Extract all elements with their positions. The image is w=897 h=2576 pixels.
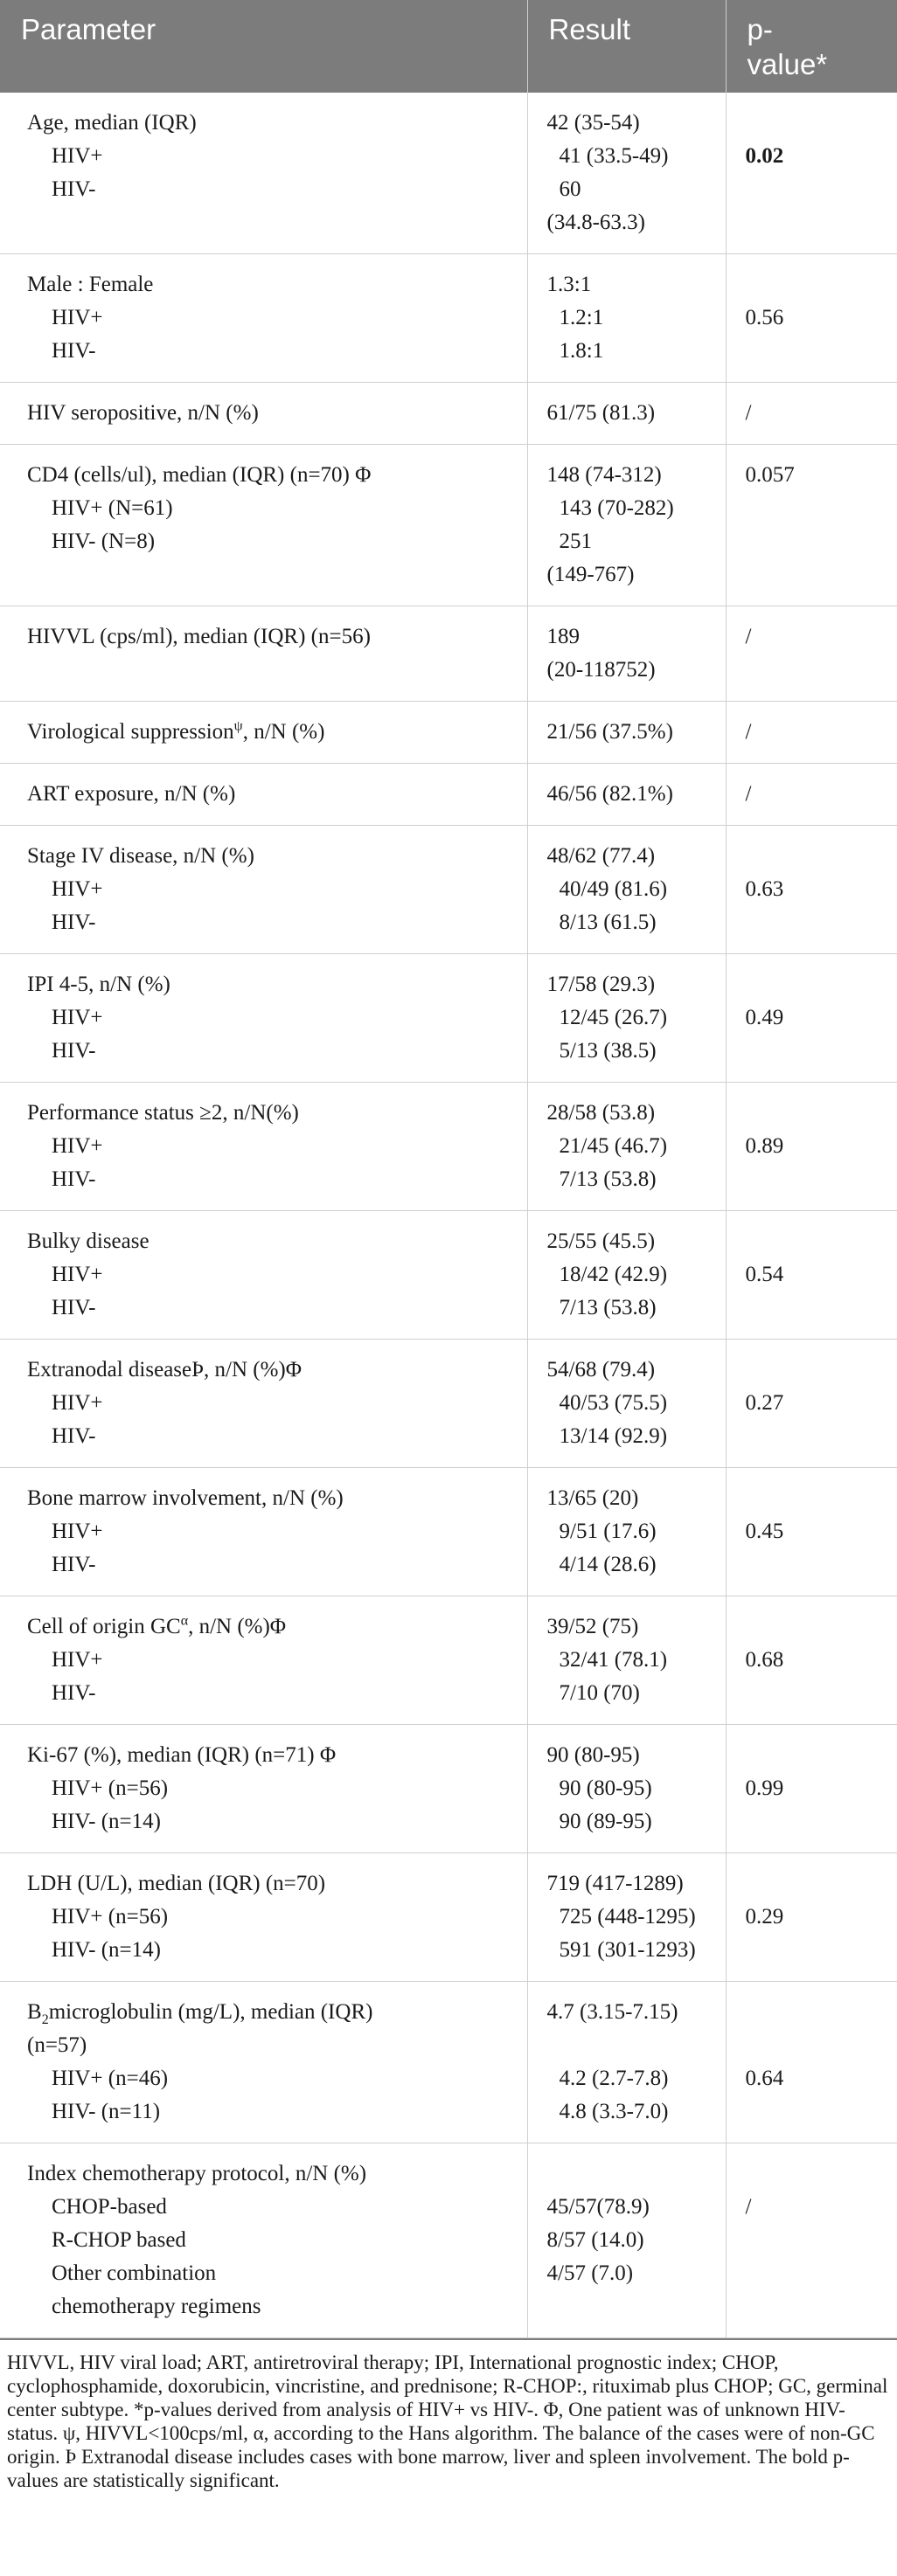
- p-value: 0.27: [745, 1391, 784, 1415]
- table-row-seropositive: [0, 383, 897, 445]
- subgroup-hiv-pos: HIV+: [52, 1263, 103, 1286]
- parameter-label-n: (n=57): [27, 2033, 87, 2057]
- p-value-cell: [726, 606, 897, 702]
- result-hiv-pos: 40/49 (81.6): [559, 877, 668, 901]
- subgroup-other-cont: chemotherapy regimens: [52, 2295, 261, 2318]
- table-row-extranodal: [0, 1340, 897, 1468]
- footnote-marker-psi: ψ: [233, 718, 243, 734]
- result-cell: [527, 954, 726, 1083]
- p-value-cell: [726, 764, 897, 826]
- result-cell: [527, 1211, 726, 1340]
- parameter-label: Ki-67 (%), median (IQR) (n=71) Φ: [27, 1743, 337, 1767]
- p-value: 0.057: [745, 463, 795, 487]
- p-value-cell: [726, 1982, 897, 2143]
- header-p-value-line1: p-: [747, 13, 773, 45]
- result-cell: [527, 1340, 726, 1468]
- parameter-label: Performance status ≥2, n/N(%): [27, 1101, 299, 1125]
- p-value-cell: [726, 1340, 897, 1468]
- result-hiv-neg: 8/13 (61.5): [559, 911, 657, 934]
- subgroup-hiv-neg: HIV-: [52, 1167, 96, 1191]
- parameter-label: HIV seropositive, n/N (%): [27, 401, 259, 425]
- table-row-stage: [0, 826, 897, 954]
- subgroup-other: Other combination: [52, 2261, 217, 2285]
- result-overall: 54/68 (79.4): [546, 1358, 656, 1381]
- subgroup-hiv-pos: HIV+: [52, 1134, 103, 1158]
- result-hiv-pos: 32/41 (78.1): [559, 1648, 668, 1672]
- parameter-cell: [0, 1340, 527, 1468]
- parameter-cell: [0, 764, 527, 826]
- table-row-age: [0, 93, 897, 254]
- table-row-hivvl: [0, 606, 897, 702]
- subgroup-hiv-pos: HIV+ (n=56): [52, 1776, 169, 1800]
- p-value: 0.64: [745, 2067, 784, 2090]
- header-p-value-line2: value*: [747, 48, 828, 80]
- table-row-bone-marrow: [0, 1468, 897, 1596]
- result-overall: 4.7 (3.15-7.15): [546, 2000, 678, 2024]
- result-overall: 42 (35-54): [546, 111, 640, 135]
- p-value-cell: [726, 1596, 897, 1725]
- result-overall: 719 (417-1289): [546, 1872, 684, 1895]
- result-cell: [527, 606, 726, 702]
- p-value: /: [745, 782, 752, 806]
- parameter-cell: [0, 1982, 527, 2143]
- result-hiv-neg: 7/10 (70): [559, 1681, 640, 1705]
- result-overall: 25/55 (45.5): [546, 1229, 656, 1253]
- result-overall: 17/58 (29.3): [546, 973, 656, 996]
- result-overall: 48/62 (77.4): [546, 844, 656, 868]
- result-overall: 28/58 (53.8): [546, 1101, 656, 1125]
- table-row-ldh: [0, 1853, 897, 1982]
- result-cell: [527, 1725, 726, 1853]
- result-cell: [527, 1083, 726, 1211]
- result-hiv-neg: 60: [559, 177, 581, 201]
- subgroup-hiv-pos: HIV+: [52, 1648, 103, 1672]
- result-cell: [527, 764, 726, 826]
- result-overall: 1.3:1: [546, 273, 592, 296]
- result-hiv-neg-range: (34.8-63.3): [546, 211, 645, 234]
- result-overall: 90 (80-95): [546, 1743, 640, 1767]
- subgroup-hiv-pos: HIV+: [52, 1006, 103, 1029]
- p-value: 0.54: [745, 1263, 784, 1286]
- result-hiv-neg: 7/13 (53.8): [559, 1167, 657, 1191]
- parameter-label: Age, median (IQR): [27, 111, 197, 135]
- p-value-cell: [726, 93, 897, 254]
- result-cell: [527, 93, 726, 254]
- subgroup-hiv-pos: HIV+: [52, 1391, 103, 1415]
- parameter-cell: [0, 1725, 527, 1853]
- p-value: 0.89: [745, 1134, 784, 1158]
- result-overall: 46/56 (82.1%): [546, 782, 673, 806]
- parameter-label: Extranodal diseaseÞ, n/N (%)Φ: [27, 1358, 302, 1381]
- parameter-label: IPI 4-5, n/N (%): [27, 973, 170, 996]
- parameter-label: Bone marrow involvement, n/N (%): [27, 1486, 344, 1510]
- result-hiv-neg: 90 (89-95): [559, 1810, 652, 1833]
- p-value-cell: [726, 383, 897, 445]
- parameter-cell: [0, 2143, 527, 2338]
- subgroup-hiv-neg: HIV-: [52, 1681, 96, 1705]
- p-value-cell: [726, 826, 897, 954]
- p-value-cell: [726, 1211, 897, 1340]
- parameter-cell: [0, 1083, 527, 1211]
- result-hiv-neg: 4.8 (3.3-7.0): [559, 2100, 669, 2123]
- result-cell: [527, 254, 726, 383]
- p-value: 0.63: [745, 877, 784, 901]
- parameter-cell: [0, 702, 527, 764]
- footnote-marker-alpha: α: [180, 1613, 189, 1629]
- parameter-label: Index chemotherapy protocol, n/N (%): [27, 2162, 367, 2185]
- result-cell: [527, 1982, 726, 2143]
- p-value: 0.99: [745, 1776, 784, 1800]
- result-hiv-pos: 40/53 (75.5): [559, 1391, 668, 1415]
- result-chop: 45/57(78.9): [546, 2195, 650, 2219]
- subgroup-hiv-neg: HIV-: [52, 911, 96, 934]
- subgroup-hiv-neg: HIV-: [52, 1424, 96, 1448]
- result-hiv-pos: 4.2 (2.7-7.8): [559, 2067, 669, 2090]
- result-hiv-pos: 18/42 (42.9): [559, 1263, 668, 1286]
- subgroup-hiv-neg: HIV- (n=11): [52, 2100, 161, 2123]
- result-overall: 13/65 (20): [546, 1486, 639, 1510]
- result-overall: 21/56 (37.5%): [546, 720, 673, 744]
- result-hiv-neg: 591 (301-1293): [559, 1938, 696, 1962]
- parameter-cell: [0, 606, 527, 702]
- p-value-cell: [726, 2143, 897, 2338]
- subgroup-hiv-pos: HIV+ (N=61): [52, 496, 173, 520]
- table-row-b2-microglobulin: [0, 1982, 897, 2143]
- subgroup-chop: CHOP-based: [52, 2195, 167, 2219]
- subgroup-hiv-pos: HIV+: [52, 877, 103, 901]
- parameter-label: $B_2microglobulin$ (mg/L), median (IQR): [27, 2000, 373, 2027]
- p-value: 0.56: [745, 306, 784, 329]
- parameter-cell: [0, 254, 527, 383]
- result-cell: [527, 826, 726, 954]
- p-value: 0.49: [745, 1006, 784, 1029]
- parameter-label: LDH (U/L), median (IQR) (n=70): [27, 1872, 326, 1895]
- result-cell: [527, 702, 726, 764]
- result-overall: 148 (74-312): [546, 463, 662, 487]
- result-cell: [527, 1853, 726, 1982]
- table-row-cell-of-origin: [0, 1596, 897, 1725]
- result-hiv-pos: 9/51 (17.6): [559, 1520, 657, 1543]
- subgroup-hiv-pos: HIV+: [52, 1520, 103, 1543]
- subgroup-hiv-neg: HIV-: [52, 177, 96, 201]
- p-value-cell: [726, 954, 897, 1083]
- table-row-performance-status: [0, 1083, 897, 1211]
- parameter-cell: [0, 1468, 527, 1596]
- parameter-cell: [0, 1211, 527, 1340]
- subgroup-hiv-pos: HIV+: [52, 144, 103, 168]
- subgroup-hiv-neg: HIV- (n=14): [52, 1938, 161, 1962]
- table-footnote: HIVVL, HIV viral load; ART, antiretroviral therapy; IPI, International prognostic index; CHOP, cyclophosphamide, doxorubicin, vincristine, and prednisone; R-CHOP:, rituximab plus CHOP; GC, germinal center subtype. *p-values derived from analysis of HIV+ vs HIV-. Φ, One patient was of unknown HIV-status. ψ, HIVVL<100cps/ml, α, according to the Hans algorithm. The balance of the cases were of non-GC origin. Þ Extranodal disease includes cases with bone marrow, liver and spleen involvement. The bold p-values are statistically significant.: [0, 2338, 897, 2492]
- result-range: (20-118752): [546, 658, 656, 682]
- parameter-cell: [0, 383, 527, 445]
- p-value: 0.02: [745, 144, 784, 168]
- p-value-cell: [726, 1468, 897, 1596]
- parameter-cell: [0, 93, 527, 254]
- parameter-label: HIVVL (cps/ml), median (IQR) (n=56): [27, 625, 371, 648]
- p-value: /: [745, 2195, 752, 2219]
- subgroup-hiv-neg: HIV-: [52, 339, 96, 363]
- parameter-cell: [0, 1853, 527, 1982]
- p-value: /: [745, 625, 752, 648]
- p-value: 0.29: [745, 1905, 784, 1929]
- table-row-sex: [0, 254, 897, 383]
- subgroup-hiv-pos: HIV+ (n=46): [52, 2067, 169, 2090]
- result-cell: [527, 445, 726, 606]
- subgroup-hiv-neg: HIV- (n=14): [52, 1810, 161, 1833]
- table-row-ipi: [0, 954, 897, 1083]
- parameter-cell: [0, 826, 527, 954]
- p-value-cell: [726, 702, 897, 764]
- result-cell: [527, 2143, 726, 2338]
- result-hiv-neg: 4/14 (28.6): [559, 1553, 657, 1576]
- table-row-ki67: [0, 1725, 897, 1853]
- table-row-bulky: [0, 1211, 897, 1340]
- result-overall: 189: [546, 625, 580, 648]
- result-hiv-neg: 251: [559, 530, 592, 553]
- parameter-label: Male : Female: [27, 273, 154, 296]
- p-value: 0.68: [745, 1648, 784, 1672]
- subgroup-hiv-neg: HIV-: [52, 1039, 96, 1063]
- parameter-label: Stage IV disease, n/N (%): [27, 844, 254, 868]
- subgroup-hiv-pos: HIV+ (n=56): [52, 1905, 169, 1929]
- result-cell: [527, 1468, 726, 1596]
- result-cell: [527, 383, 726, 445]
- result-hiv-pos: 41 (33.5-49): [559, 144, 669, 168]
- p-value: 0.45: [745, 1520, 784, 1543]
- header-row: [0, 0, 897, 93]
- parameter-label: ART exposure, n/N (%): [27, 782, 236, 806]
- result-other: 4/57 (7.0): [546, 2261, 634, 2285]
- result-overall: 61/75 (81.3): [546, 401, 656, 425]
- parameter-label: CD4 (cells/ul), median (IQR) (n=70) Φ: [27, 463, 372, 487]
- result-hiv-pos: 1.2:1: [559, 306, 604, 329]
- subgroup-hiv-neg: HIV-: [52, 1553, 96, 1576]
- parameter-label: Virological suppression$^\psi$, n/N (%): [27, 718, 325, 744]
- result-hiv-neg: 1.8:1: [559, 339, 604, 363]
- subgroup-hiv-neg: HIV- (N=8): [52, 530, 156, 553]
- p-value: /: [745, 720, 752, 744]
- p-value-cell: [726, 445, 897, 606]
- p-value-cell: [726, 1853, 897, 1982]
- table-row-art: [0, 764, 897, 826]
- result-overall: 39/52 (75): [546, 1615, 639, 1638]
- result-hiv-pos: 12/45 (26.7): [559, 1006, 668, 1029]
- result-hiv-neg: 7/13 (53.8): [559, 1296, 657, 1319]
- result-hiv-pos: 21/45 (46.7): [559, 1134, 668, 1158]
- p-value-cell: [726, 254, 897, 383]
- header-parameter: Parameter: [0, 0, 527, 93]
- result-hiv-neg: 13/14 (92.9): [559, 1424, 668, 1448]
- table-row-virological-suppression: [0, 702, 897, 764]
- p-value-cell: [726, 1083, 897, 1211]
- result-r-chop: 8/57 (14.0): [546, 2228, 644, 2252]
- parameter-cell: [0, 1596, 527, 1725]
- result-hiv-neg-range: (149-767): [546, 563, 635, 586]
- table-header: [0, 0, 897, 93]
- table-row-cd4: [0, 445, 897, 606]
- parameter-cell: [0, 445, 527, 606]
- parameter-cell: [0, 954, 527, 1083]
- result-hiv-neg: 5/13 (38.5): [559, 1039, 657, 1063]
- header-p-value: [726, 0, 897, 93]
- p-value: /: [745, 401, 752, 425]
- subgroup-r-chop: R-CHOP based: [52, 2228, 186, 2252]
- header-result: Result: [527, 0, 726, 93]
- table-body: [0, 93, 897, 2338]
- subgroup-hiv-pos: HIV+: [52, 306, 103, 329]
- result-hiv-pos: 90 (80-95): [559, 1776, 652, 1800]
- p-value-cell: [726, 1725, 897, 1853]
- parameter-label: Bulky disease: [27, 1229, 150, 1253]
- parameter-label: Cell of origin $GC^\alpha$, n/N (%)Φ: [27, 1613, 287, 1638]
- result-cell: [527, 1596, 726, 1725]
- result-hiv-pos: 725 (448-1295): [559, 1905, 696, 1929]
- subgroup-hiv-neg: HIV-: [52, 1296, 96, 1319]
- result-hiv-pos: 143 (70-282): [559, 496, 674, 520]
- table-row-chemotherapy: [0, 2143, 897, 2338]
